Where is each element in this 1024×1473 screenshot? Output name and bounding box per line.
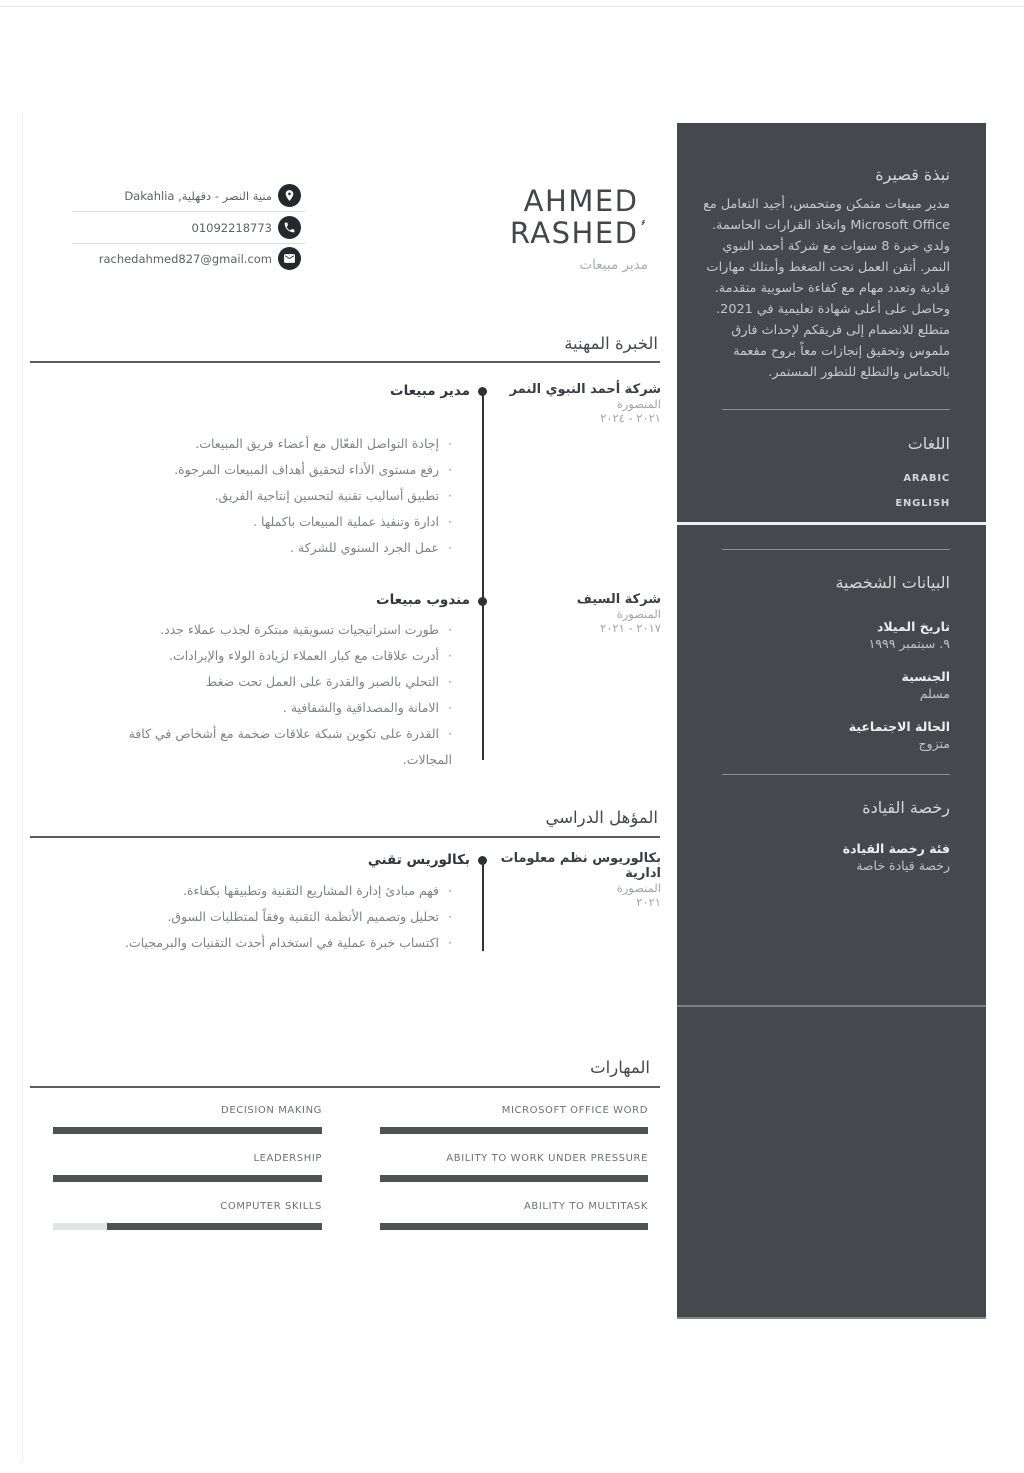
license-field	[695, 840, 950, 874]
contact-location: منية النصر - دقهلية, Dakahlia	[124, 189, 272, 203]
name-mark: ˊ	[638, 220, 648, 239]
personal-field	[695, 668, 950, 702]
experience-entry-header	[577, 592, 661, 635]
bullet-marker: ·	[448, 622, 452, 637]
field-label: فئة رخصة القيادة	[842, 841, 950, 856]
degree-name: بكالوريوس نظم معلومات	[500, 851, 661, 866]
company-location: المنصورة	[616, 607, 661, 621]
name-last-text: RASHED	[509, 216, 639, 250]
sidebar	[677, 123, 986, 1319]
degree-name: ادارية	[625, 866, 661, 881]
bullet-text: طورت استراتيجيات تسويقية مبتكرة لجذب عملاء جدد.	[160, 622, 440, 637]
list-item	[88, 878, 452, 904]
list-item	[88, 617, 452, 643]
timeline-dot	[478, 597, 487, 606]
skill-bar	[53, 1175, 322, 1182]
degree-title: بكالوريس تقني	[367, 852, 470, 868]
skill-bar-fill	[380, 1175, 648, 1182]
contact-divider	[72, 211, 305, 212]
skill-label: MICROSOFT OFFICE WORD	[501, 1105, 648, 1116]
timeline-dot	[478, 856, 487, 865]
section-title-experience: الخبرة المهنية	[564, 334, 658, 353]
timeline-line	[482, 391, 484, 760]
timeline-dot	[478, 387, 487, 396]
bullet-marker: ·	[448, 700, 452, 715]
field-label: تاريخ الميلاد	[876, 619, 950, 634]
field-label: الحالة الاجتماعية	[848, 719, 950, 734]
company-dates: ٢٠٢١ - ٢٠٢٤	[600, 411, 661, 425]
phone-icon	[278, 216, 301, 239]
contact-phone: 01092218773	[191, 221, 272, 235]
language-item: ARABIC	[903, 473, 950, 484]
list-item	[88, 509, 452, 535]
section-rule	[30, 1086, 660, 1088]
experience-entry-header	[510, 382, 661, 425]
skill-label: ABILITY TO WORK UNDER PRESSURE	[446, 1153, 648, 1164]
list-item	[88, 930, 452, 956]
bullet-text: الامانة والمصداقية والشفافية .	[282, 700, 440, 715]
company-name: شركة أحمد النبوي النمر	[509, 382, 661, 397]
sidebar-languages-title: اللغات	[907, 434, 950, 453]
skill-bar	[380, 1223, 648, 1230]
scan-artifact-top	[0, 6, 1024, 7]
sidebar-summary-title: نبذة قصيرة	[875, 165, 950, 184]
role-title: مدير مبيعات	[390, 383, 470, 399]
bullet-text: تحليل وتصميم الأنظمة التقنية وفقاً لمتطلبات السوق.	[167, 909, 440, 924]
location-pin-icon	[278, 184, 301, 207]
sidebar-personal-title: البيانات الشخصية	[835, 573, 950, 592]
skill-bar	[380, 1127, 648, 1134]
sidebar-divider	[722, 774, 950, 775]
field-label: الجنسية	[901, 669, 950, 684]
skill-label: ABILITY TO MULTITASK	[523, 1201, 648, 1212]
list-item	[88, 643, 452, 669]
education-entry-header	[501, 851, 661, 909]
bullet-text: أدرت علاقات مع كبار العملاء لزيادة الولاء والإيرادات.	[168, 648, 440, 663]
bullet-text: تطبيق أساليب تقنية لتحسين إنتاجية الفريق.	[214, 488, 440, 503]
field-value: مسلم	[919, 686, 950, 701]
bullet-marker: ·	[448, 462, 452, 477]
job-title: مدير مبيعات	[579, 257, 648, 273]
list-item	[88, 457, 452, 483]
scan-artifact-left	[22, 112, 23, 1462]
bullet-marker: ·	[448, 674, 452, 689]
skill-label: LEADERSHIP	[253, 1153, 322, 1164]
experience-bullets	[88, 431, 452, 561]
sidebar-license-title: رخصة القيادة	[862, 798, 950, 817]
bullet-marker: ·	[448, 935, 452, 950]
name-last	[510, 218, 648, 253]
sidebar-section-gap	[677, 1005, 986, 1007]
list-item	[88, 669, 452, 695]
company-location: المنصورة	[616, 397, 661, 411]
section-rule	[30, 836, 660, 838]
list-item	[88, 695, 452, 721]
field-value: متزوج	[918, 736, 950, 751]
field-value: ٩. سبتمبر ١٩٩٩	[868, 636, 950, 651]
degree-location: المنصورة	[616, 881, 661, 895]
contact-email: rachedahmed827@gmail.com	[98, 252, 272, 266]
bullet-marker: ·	[448, 514, 452, 529]
sidebar-divider	[722, 409, 950, 410]
bullet-text: اكتساب خبرة عملية في استخدام أحدث التقنيات والبرمجيات.	[124, 935, 440, 950]
bullet-marker: ·	[448, 883, 452, 898]
timeline-line	[482, 861, 484, 951]
company-name: شركة السيف	[576, 592, 661, 607]
skill-bar	[53, 1127, 322, 1134]
list-item	[88, 535, 452, 561]
bullet-text: رفع مستوى الأداء لتحقيق أهداف المبيعات المرجوة.	[174, 462, 440, 477]
personal-field	[695, 718, 950, 752]
section-rule	[30, 361, 660, 363]
skill-bar-fill	[53, 1127, 322, 1134]
sidebar-section-gap	[677, 522, 986, 525]
skill-label: COMPUTER SKILLS	[220, 1201, 322, 1212]
bullet-marker: ·	[448, 488, 452, 503]
bullet-marker: ·	[448, 540, 452, 555]
experience-bullets	[88, 617, 452, 773]
list-item	[88, 483, 452, 509]
bullet-marker: ·	[448, 726, 452, 741]
section-title-education: المؤهل الدراسي	[545, 808, 658, 827]
degree-year: ٢٠٢١	[636, 895, 661, 909]
bullet-text: ادارة وتنفيذ عملية المبيعات باكملها .	[253, 514, 440, 529]
list-item	[88, 721, 452, 773]
personal-field	[695, 618, 950, 652]
bullet-marker: ·	[448, 909, 452, 924]
skill-bar	[53, 1223, 322, 1230]
bullet-marker: ·	[448, 436, 452, 451]
company-dates: ٢٠١٧ - ٢٠٢١	[600, 621, 661, 635]
bullet-text: فهم مبادئ إدارة المشاريع التقنية وتطبيقها بكفاءة.	[183, 883, 440, 898]
bullet-text: القدرة على تكوين شبكة علاقات ضخمة مع أشخاص في كافة المجالات.	[128, 726, 452, 767]
role-title: مندوب مبيعات	[376, 592, 470, 608]
skill-bar-fill	[53, 1175, 322, 1182]
email-icon	[278, 247, 301, 270]
section-title-skills: المهارات	[590, 1058, 650, 1077]
skill-bar-fill	[380, 1223, 648, 1230]
language-item: ENGLISH	[895, 498, 950, 509]
name-mark: ˏ	[638, 204, 648, 223]
education-bullets	[88, 878, 452, 956]
sidebar-divider	[722, 549, 950, 550]
skill-bar-fill	[380, 1127, 648, 1134]
skill-label: DECISION MAKING	[221, 1105, 322, 1116]
skill-bar-fill	[107, 1223, 322, 1230]
contact-divider	[72, 243, 305, 244]
skill-bar	[380, 1175, 648, 1182]
sidebar-summary-text: مدير مبيعات متمكن ومتحمس، أجيد التعامل مع Microsoft Office واتخاذ القرارات الحاسمة. ولدي خبرة 8 سنوات مع شركة أحمد النبوي النمر. أتقن العمل تحت الضغط وأمتلك مهارات قيادية وتعدد مهام مع كفاءة حاسوبية متقدمة. وحاصل على أعلى شهادة تعليمية في 2021. متطلع للانضمام إلى فريقكم لإحداث فارق ملموس وتحقيق إنجازات معاً بروح مفعمة بالحماس والتطلع للتطور المستمر.	[703, 197, 950, 380]
name-first-text: AHMED	[523, 184, 639, 218]
bullet-text: عمل الجرد السنوي للشركة .	[290, 540, 440, 555]
bullet-text: إجادة التواصل الفعّال مع أعضاء فريق المبيعات.	[195, 436, 440, 451]
bullet-marker: ·	[448, 648, 452, 663]
bullet-text: التحلي بالصبر والقدرة على العمل تحت ضغط	[205, 674, 440, 689]
list-item	[88, 904, 452, 930]
field-value: رخصة قيادة خاصة	[856, 858, 950, 873]
list-item	[88, 431, 452, 457]
